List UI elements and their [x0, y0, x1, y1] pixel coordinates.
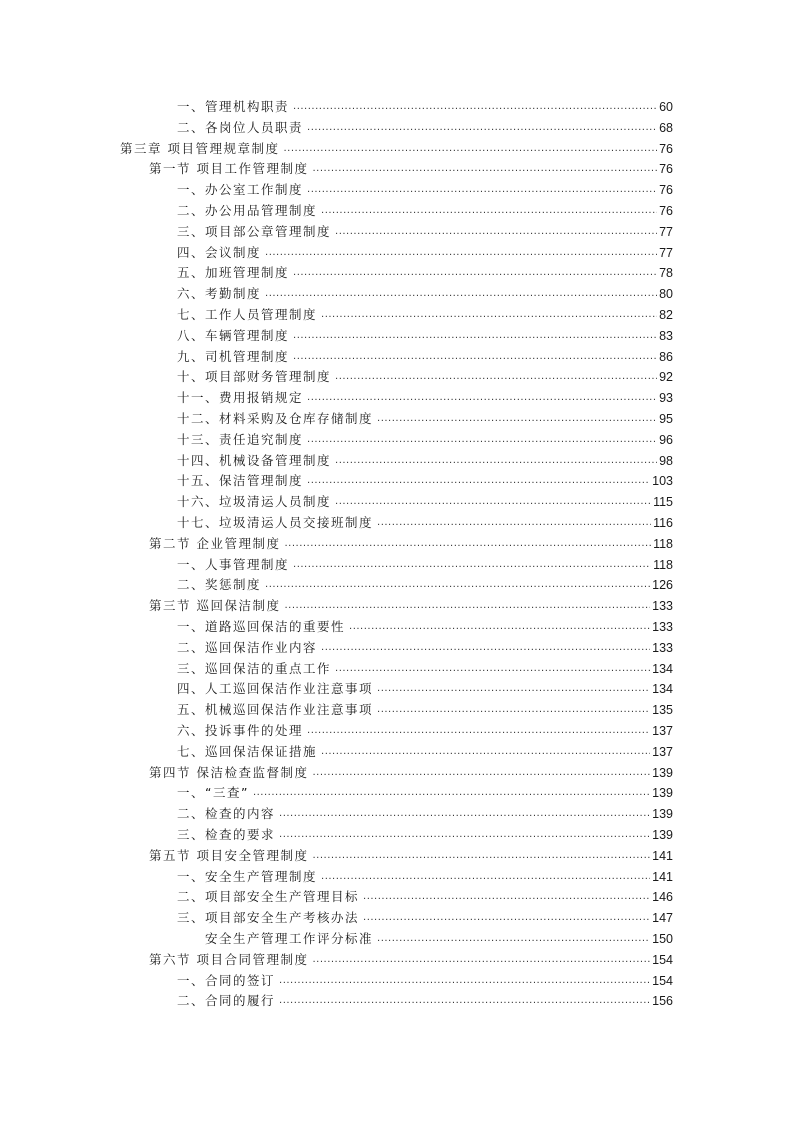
dot-leader — [363, 910, 650, 926]
toc-entry-page-number: 103 — [652, 474, 673, 489]
dot-leader — [279, 806, 650, 822]
dot-leader — [335, 369, 657, 385]
toc-entry[interactable] — [177, 261, 673, 281]
toc-entry-page-number: 133 — [652, 620, 673, 634]
toc-entry-title: 二、各岗位人员职责 — [177, 119, 304, 135]
dot-leader — [349, 619, 650, 635]
toc-entry-page-number: 137 — [652, 744, 673, 759]
toc-entry-page-number: 115 — [653, 495, 673, 510]
toc-entry-title: 五、机械巡回保洁作业注意事项 — [177, 702, 374, 718]
dot-leader — [363, 889, 650, 905]
toc-entry-page-number: 139 — [652, 807, 673, 822]
toc-entry[interactable] — [177, 989, 673, 1009]
toc-entry-title: 一、管理机构职责 — [177, 99, 290, 114]
toc-entry[interactable] — [177, 469, 673, 489]
toc-entry[interactable] — [177, 615, 673, 635]
dot-leader — [284, 598, 650, 614]
toc-entry-title: 一、“三查” — [177, 785, 249, 801]
dot-leader — [293, 557, 651, 573]
toc-entry[interactable] — [177, 95, 673, 115]
dot-leader — [335, 661, 650, 677]
dot-leader — [253, 785, 650, 801]
toc-entry-title: 二、合同的履行 — [177, 993, 276, 1009]
toc-entry[interactable] — [177, 657, 673, 677]
toc-entry[interactable] — [177, 116, 673, 136]
toc-entry-page-number: 68 — [659, 120, 673, 135]
toc-entry-title: 二、巡回保洁作业内容 — [177, 639, 318, 655]
toc-entry[interactable] — [177, 969, 673, 989]
toc-entry-title: 三、项目部安全生产考核办法 — [177, 910, 360, 926]
toc-entry-page-number: 76 — [659, 141, 673, 156]
toc-entry[interactable] — [177, 573, 673, 593]
dot-leader — [312, 952, 650, 968]
toc-entry-title: 八、车辆管理制度 — [177, 327, 290, 343]
toc-entry-page-number: 141 — [652, 848, 673, 863]
toc-entry-page-number: 139 — [652, 828, 673, 842]
toc-entry-title: 二、办公用品管理制度 — [177, 203, 318, 218]
toc-entry-title: 第五节 项目安全管理制度 — [149, 847, 309, 863]
dot-leader — [279, 973, 650, 989]
toc-entry-title: 一、安全生产管理制度 — [177, 868, 318, 884]
toc-entry[interactable] — [177, 823, 673, 843]
toc-entry-title: 九、司机管理制度 — [177, 348, 290, 364]
dot-leader — [293, 328, 657, 344]
toc-entry-page-number: 77 — [659, 224, 673, 239]
toc-entry-title: 十七、垃圾清运人员交接班制度 — [177, 515, 374, 530]
toc-entry[interactable] — [149, 844, 673, 864]
dot-leader — [279, 827, 650, 843]
dot-leader — [377, 681, 650, 697]
toc-entry-title: 第六节 项目合同管理制度 — [149, 951, 309, 967]
toc-entry-page-number: 147 — [652, 911, 673, 926]
dot-leader — [377, 411, 657, 427]
dot-leader — [279, 993, 650, 1009]
toc-entry-page-number: 78 — [659, 266, 673, 281]
toc-entry-title: 七、巡回保洁保证措施 — [177, 743, 318, 759]
toc-entry[interactable] — [177, 885, 673, 905]
toc-entry-page-number: 133 — [652, 599, 673, 614]
toc-entry-title: 十三、责任追究制度 — [177, 431, 304, 447]
toc-entry-page-number: 154 — [652, 973, 673, 988]
dot-leader — [377, 515, 651, 531]
toc-entry-page-number: 135 — [652, 703, 673, 718]
toc-entry-page-number: 139 — [652, 786, 673, 801]
toc-entry-page-number: 76 — [659, 162, 673, 177]
toc-entry-page-number: 95 — [659, 412, 673, 426]
toc-entry-title: 六、考勤制度 — [177, 286, 262, 302]
dot-leader — [307, 182, 657, 198]
toc-entry-page-number: 126 — [652, 578, 673, 593]
dot-leader — [307, 390, 657, 406]
dot-leader — [321, 869, 650, 885]
toc-entry[interactable] — [177, 802, 673, 822]
toc-entry-title: 三、项目部公章管理制度 — [177, 223, 332, 239]
toc-entry-page-number: 93 — [659, 391, 673, 406]
toc-entry-title: 二、奖惩制度 — [177, 577, 262, 593]
toc-entry[interactable] — [177, 906, 673, 926]
toc-entry[interactable] — [177, 636, 673, 656]
toc-entry-page-number: 60 — [659, 100, 673, 114]
toc-entry-page-number: 118 — [653, 536, 673, 551]
dot-leader — [312, 765, 650, 781]
toc-entry-page-number: 77 — [659, 245, 673, 260]
toc-entry[interactable] — [177, 345, 673, 365]
dot-leader — [312, 161, 657, 177]
dot-leader — [377, 931, 650, 947]
toc-entry[interactable] — [177, 303, 673, 323]
dot-leader — [312, 848, 650, 864]
toc-entry[interactable] — [149, 157, 673, 177]
toc-entry-title: 十六、垃圾清运人员制度 — [177, 494, 332, 510]
toc-entry[interactable] — [177, 511, 673, 531]
dot-leader — [293, 349, 657, 365]
toc-entry[interactable] — [177, 490, 673, 510]
toc-entry-title: 十、项目部财务管理制度 — [177, 369, 332, 385]
toc-entry-title: 三、巡回保洁的重点工作 — [177, 660, 332, 676]
toc-entry-page-number: 83 — [659, 328, 673, 343]
toc-entry-page-number: 141 — [652, 869, 673, 884]
toc-entry[interactable] — [177, 677, 673, 697]
toc-entry-page-number: 134 — [652, 682, 673, 697]
toc-entry[interactable] — [205, 927, 673, 947]
toc-entry-title: 十二、材料采购及仓库存储制度 — [177, 411, 374, 426]
toc-entry-title: 一、合同的签订 — [177, 972, 276, 988]
toc-entry-page-number: 150 — [652, 932, 673, 946]
dot-leader — [335, 453, 657, 469]
toc-entry-page-number: 96 — [659, 432, 673, 447]
toc-entry-page-number: 82 — [659, 308, 673, 322]
toc-entry-title: 第三章 项目管理规章制度 — [120, 140, 280, 156]
toc-entry-page-number: 76 — [659, 204, 673, 218]
toc-entry-title: 一、道路巡回保洁的重要性 — [177, 619, 346, 634]
toc-entry[interactable] — [177, 719, 673, 739]
dot-leader — [321, 640, 650, 656]
toc-entry-page-number: 98 — [659, 453, 673, 468]
toc-entry-title: 第一节 项目工作管理制度 — [149, 161, 309, 177]
dot-leader — [293, 265, 657, 281]
toc-entry-title: 十五、保洁管理制度 — [177, 473, 304, 489]
dot-leader — [265, 286, 657, 302]
toc-entry[interactable] — [177, 220, 673, 240]
dot-leader — [321, 744, 650, 760]
dot-leader — [335, 494, 651, 510]
toc-entry[interactable] — [177, 178, 673, 198]
toc-entry-title: 第二节 企业管理制度 — [149, 535, 281, 551]
toc-entry-page-number: 133 — [652, 640, 673, 655]
toc-entry[interactable] — [177, 386, 673, 406]
toc-entry-page-number: 80 — [659, 287, 673, 302]
toc-entry[interactable] — [149, 594, 673, 614]
dot-leader — [283, 141, 657, 157]
dot-leader — [265, 577, 650, 593]
toc-entry-title: 六、投诉事件的处理 — [177, 723, 304, 738]
dot-leader — [307, 473, 650, 489]
dot-leader — [284, 536, 651, 552]
toc-entry-title: 安全生产管理工作评分标准 — [205, 931, 374, 946]
toc-entry[interactable] — [120, 137, 673, 157]
dot-leader — [335, 224, 657, 240]
dot-leader — [377, 702, 650, 718]
toc-entry-title: 十一、费用报销规定 — [177, 390, 304, 406]
toc-entry-page-number: 92 — [659, 370, 673, 385]
dot-leader — [321, 307, 657, 323]
toc-entry[interactable] — [177, 407, 673, 427]
toc-entry[interactable] — [149, 532, 673, 552]
toc-entry-page-number: 134 — [652, 661, 673, 676]
toc-entry[interactable] — [177, 698, 673, 718]
dot-leader — [293, 99, 657, 115]
toc-entry-page-number: 156 — [652, 994, 673, 1009]
toc-entry-title: 七、工作人员管理制度 — [177, 307, 318, 322]
toc-entry-title: 五、加班管理制度 — [177, 265, 290, 281]
toc-entry-page-number: 139 — [652, 765, 673, 780]
toc-entry-title: 第四节 保洁检查监督制度 — [149, 764, 309, 780]
toc-entry-title: 一、办公室工作制度 — [177, 182, 304, 198]
toc-entry-title: 一、人事管理制度 — [177, 556, 290, 572]
toc-entry-title: 十四、机械设备管理制度 — [177, 452, 332, 468]
toc-entry[interactable] — [149, 948, 673, 968]
toc-entry[interactable] — [177, 241, 673, 261]
toc-entry-page-number: 116 — [653, 516, 673, 530]
toc-entry-title: 三、检查的要求 — [177, 827, 276, 842]
dot-leader — [307, 120, 657, 136]
dot-leader — [307, 723, 650, 739]
toc-entry[interactable] — [177, 865, 673, 885]
toc-entry-page-number: 76 — [659, 183, 673, 198]
toc-entry[interactable] — [177, 199, 673, 219]
toc-entry-title: 二、项目部安全生产管理目标 — [177, 889, 360, 905]
toc-entry-title: 二、检查的内容 — [177, 806, 276, 822]
toc-entry[interactable] — [177, 740, 673, 760]
toc-entry-page-number: 86 — [659, 349, 673, 364]
dot-leader — [265, 245, 657, 261]
toc-entry[interactable] — [177, 282, 673, 302]
dot-leader — [307, 432, 657, 448]
toc-entry[interactable] — [177, 324, 673, 344]
toc-entry[interactable] — [149, 761, 673, 781]
toc-entry-page-number: 146 — [652, 890, 673, 905]
toc-entry[interactable] — [177, 553, 673, 573]
toc-entry[interactable] — [177, 781, 673, 801]
toc-entry-title: 四、会议制度 — [177, 244, 262, 260]
toc-entry-title: 四、人工巡回保洁作业注意事项 — [177, 681, 374, 697]
dot-leader — [321, 203, 657, 219]
toc-entry-page-number: 154 — [652, 952, 673, 967]
toc-entry-page-number: 118 — [653, 557, 673, 572]
toc-entry-title: 第三节 巡回保洁制度 — [149, 598, 281, 614]
toc-entry[interactable] — [177, 449, 673, 469]
toc-entry[interactable] — [177, 365, 673, 385]
toc-entry[interactable] — [177, 428, 673, 448]
toc-entry-page-number: 137 — [652, 724, 673, 738]
